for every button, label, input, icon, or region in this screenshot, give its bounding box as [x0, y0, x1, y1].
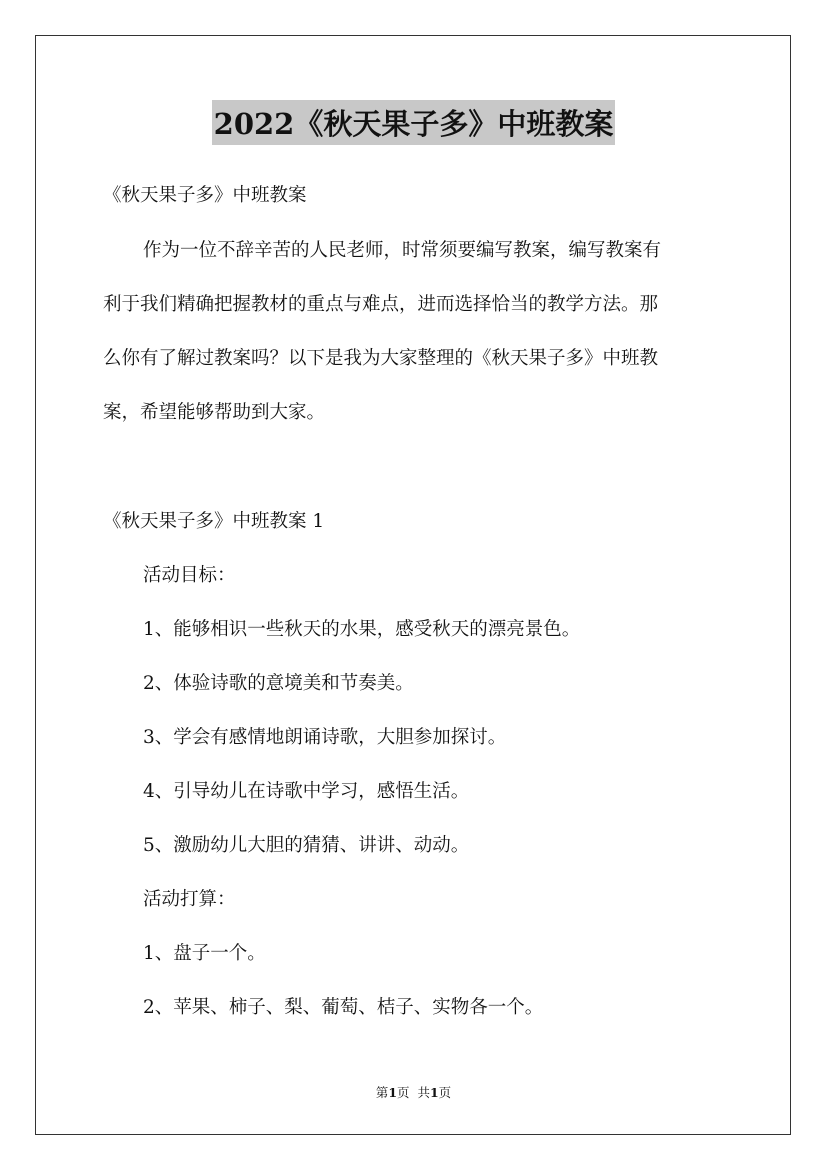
goals-label: 活动目标： — [143, 565, 236, 586]
footer-page-total: 1 — [429, 1085, 439, 1100]
document-title: 2022《秋天果子多》中班教案 — [212, 100, 616, 145]
subtitle: 《秋天果子多》中班教案 — [103, 185, 307, 206]
footer-page-number: 1 — [388, 1085, 398, 1100]
prep-label: 活动打算： — [143, 889, 236, 910]
goal-item-3: 3、学会有感情地朗诵诗歌，大胆参加探讨。 — [143, 727, 507, 748]
prep-item-2: 2、苹果、柿子、梨、葡萄、桔子、实物各一个。 — [143, 997, 544, 1018]
intro-line-3: 么你有了解过教案吗？以下是我为大家整理的《秋天果子多》中班教 — [103, 348, 659, 369]
goal-item-1: 1、能够相识一些秋天的水果，感受秋天的漂亮景色。 — [143, 619, 581, 640]
intro-line-1: 作为一位不辞辛苦的人民老师，时常须要编写教案，编写教案有 — [143, 240, 662, 261]
footer-suffix: 页 — [438, 1085, 452, 1100]
footer-prefix: 第 — [375, 1085, 389, 1100]
footer-mid: 页 共 — [397, 1085, 430, 1100]
page-footer — [0, 1083, 827, 1101]
intro-line-2: 利于我们精确把握教材的重点与难点，进而选择恰当的教学方法。那 — [103, 294, 659, 315]
goal-item-4: 4、引导幼儿在诗歌中学习，感悟生活。 — [143, 781, 470, 802]
goal-item-2: 2、体验诗歌的意境美和节奏美。 — [143, 673, 414, 694]
intro-line-4: 案，希望能够帮助到大家。 — [103, 402, 326, 423]
goal-item-5: 5、激励幼儿大胆的猜猜、讲讲、动动。 — [143, 835, 470, 856]
section-heading: 《秋天果子多》中班教案 1 — [103, 511, 325, 532]
title-block — [0, 100, 827, 145]
prep-item-1: 1、盘子一个。 — [143, 943, 266, 964]
